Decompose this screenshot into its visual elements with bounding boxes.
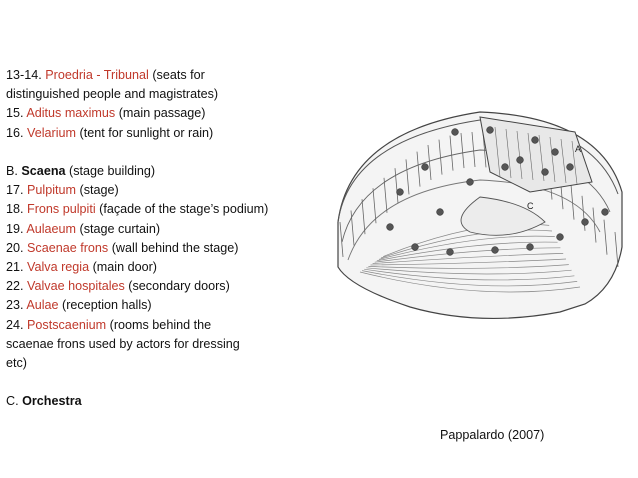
legend-text: 13-14. — [6, 68, 46, 82]
legend-text: (main passage) — [115, 106, 206, 121]
diagram-number-marker — [542, 169, 549, 176]
diagram-number-marker — [447, 249, 454, 256]
legend-line — [6, 258, 331, 277]
diagram-number-marker — [387, 224, 394, 231]
legend-text: 15. — [6, 106, 27, 121]
legend-line — [6, 239, 331, 258]
legend-text: (stage building) — [65, 164, 156, 178]
latin-term: Scaenae frons — [27, 240, 109, 255]
legend-line — [6, 296, 331, 315]
legend-text: (stage curtain) — [76, 221, 161, 236]
legend-line — [6, 66, 331, 85]
legend-line — [6, 162, 331, 181]
legend-text: (secondary doors) — [124, 279, 230, 294]
theatre-diagram — [330, 72, 630, 332]
legend-text: (rooms behind the — [106, 317, 212, 332]
legend-text-block — [6, 66, 331, 412]
legend-text: distinguished people and magistrates) — [6, 87, 219, 102]
legend-text: 19. — [6, 221, 27, 236]
blank-line — [6, 373, 331, 392]
diagram-number-marker — [422, 164, 429, 171]
legend-text: scaenae frons used by actors for dressing — [6, 336, 240, 351]
legend-text: (reception halls) — [58, 298, 152, 313]
latin-term: Velarium — [27, 125, 77, 140]
diagram-number-marker — [532, 137, 539, 144]
legend-line — [6, 335, 331, 354]
latin-term: Aulae — [26, 298, 59, 313]
section-heading: Orchestra — [22, 394, 82, 409]
legend-line — [6, 392, 331, 411]
diagram-number-marker — [397, 189, 404, 196]
blank-line — [6, 143, 331, 162]
diagram-number-marker — [602, 209, 609, 216]
legend-text: 21. — [6, 260, 28, 275]
legend-text: (wall behind the stage) — [108, 240, 239, 255]
diagram-number-marker — [517, 157, 524, 164]
legend-text: (main door) — [89, 260, 157, 275]
legend-line — [6, 220, 331, 239]
legend-text: (seats for — [148, 68, 205, 82]
latin-term: Aditus maximus — [26, 106, 116, 121]
legend-text: 20. — [6, 240, 28, 255]
latin-term: Frons pulpiti — [27, 202, 96, 217]
latin-term: Valva regia — [27, 260, 90, 275]
latin-term: Pulpitum — [27, 183, 77, 198]
legend-line — [6, 316, 331, 335]
legend-text: 23. — [6, 298, 27, 313]
latin-term: Postscaenium — [27, 317, 107, 332]
latin-term: Valvae hospitales — [27, 279, 125, 294]
legend-text: 17. — [6, 183, 28, 198]
legend-line — [6, 354, 331, 373]
diagram-letter-a: A — [575, 144, 582, 154]
legend-text: 16. — [6, 125, 28, 140]
diagram-number-marker — [467, 179, 474, 186]
diagram-number-marker — [527, 244, 534, 251]
legend-text: etc) — [6, 356, 27, 371]
latin-term: Aulaeum — [26, 221, 77, 236]
diagram-letter-c: C — [527, 201, 534, 211]
legend-text: 18. — [6, 202, 28, 217]
diagram-number-marker — [557, 234, 564, 241]
diagram-number-marker — [552, 149, 559, 156]
legend-text: 22. — [6, 279, 28, 294]
legend-text: C. — [6, 394, 23, 409]
legend-text: B. — [6, 164, 22, 178]
legend-text: (façade of the stage’s podium) — [95, 202, 269, 217]
image-credit: Pappalardo (2007) — [440, 428, 545, 442]
legend-text: 24. — [6, 317, 28, 332]
diagram-number-marker — [412, 244, 419, 251]
legend-line — [6, 200, 331, 219]
diagram-number-marker — [437, 209, 444, 216]
legend-line — [6, 124, 331, 143]
diagram-number-marker — [582, 219, 589, 226]
legend-line — [6, 277, 331, 296]
diagram-number-marker — [452, 129, 459, 136]
legend-text: (stage) — [76, 183, 119, 198]
diagram-number-marker — [567, 164, 574, 171]
diagram-number-marker — [487, 127, 494, 134]
diagram-number-marker — [492, 247, 499, 254]
latin-term: Proedria - Tribunal — [45, 68, 149, 82]
legend-line — [6, 181, 331, 200]
section-heading: Scaena — [21, 164, 66, 178]
legend-line — [6, 104, 331, 123]
legend-text: (tent for sunlight or rain) — [76, 125, 214, 140]
legend-line — [6, 85, 331, 104]
diagram-number-marker — [502, 164, 509, 171]
